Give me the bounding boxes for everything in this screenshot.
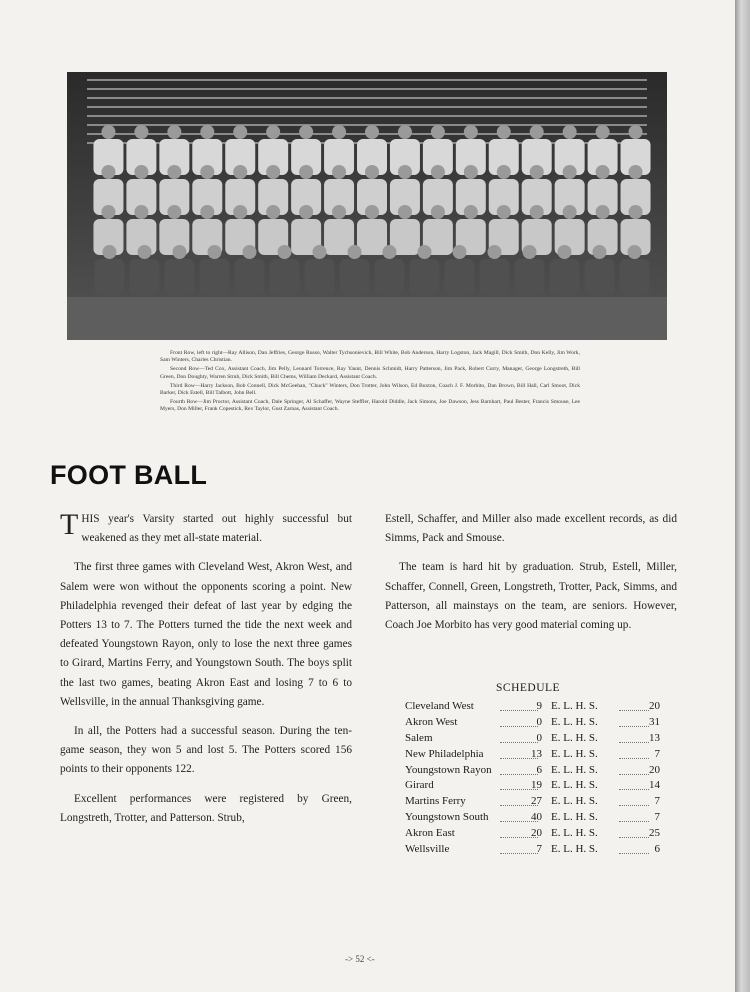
schedule-school-label: E. L. H. S. <box>551 779 598 792</box>
schedule-team: Youngstown Rayon <box>405 763 492 776</box>
schedule-row <box>405 732 660 748</box>
leader-dots <box>500 811 538 822</box>
schedule-school-label: E. L. H. S. <box>551 843 598 856</box>
leader-dots <box>619 843 649 854</box>
schedule-school-label: E. L. H. S. <box>551 763 598 776</box>
schedule-opponent-score: 0 <box>536 715 542 728</box>
article-paragraph: The team is hard hit by graduation. Strub, Estell, Miller, Schaffer, Connell, Green, Longstreth, Trotter, Pack, Simms, and Patterson, all mainstays on the team, are seniors. However, Coach Joe Morbito has very good material coming up. <box>385 561 677 632</box>
leader-dots <box>500 795 538 806</box>
schedule-school-score: 7 <box>654 811 660 824</box>
schedule-team: Wellsville <box>405 843 450 856</box>
schedule-row <box>405 827 660 843</box>
article-column-left <box>60 510 352 838</box>
leader-dots <box>619 748 649 759</box>
schedule-heading: SCHEDULE <box>496 682 561 694</box>
schedule-school-label: E. L. H. S. <box>551 811 598 824</box>
schedule-opponent-score: 13 <box>531 747 542 760</box>
schedule-school-score: 6 <box>654 843 660 856</box>
leader-dots <box>500 700 538 711</box>
leader-dots <box>619 795 649 806</box>
schedule-school-label: E. L. H. S. <box>551 700 598 712</box>
schedule-row <box>405 843 660 859</box>
schedule-opponent-score: 19 <box>531 779 542 792</box>
article-paragraph: Excellent performances were registered by Green, Longstreth, Trotter, and Patterson. Strub, <box>60 792 352 824</box>
schedule-row <box>405 779 660 795</box>
leader-dots <box>619 779 649 790</box>
schedule-team: Akron West <box>405 715 458 728</box>
leader-dots <box>500 843 538 854</box>
page-title: FOOT BALL <box>50 460 208 490</box>
article-paragraph: Estell, Schaffer, and Miller also made excellent records, as did Simms, Pack and Smouse. <box>385 513 677 545</box>
leader-dots <box>619 732 649 743</box>
article-paragraph: THIS year's Varsity started out highly successful but weakened as they met all-state material. <box>60 508 352 545</box>
article-paragraph: The first three games with Cleveland West, Akron West, and Salem were won without the opponents scoring a point. New Philadelphia revenged their defeat of last year by edging the Potters 13 to 7. The Potters turned the tide the next week and defeated Youngstown Rayon, only to lose the next three games to Girard, Martins Ferry, and Youngstown South. The boys split the last two games, beating Akron East and losing 7 to 6 to Wellsville, in the annual Thanksgiving game. <box>60 561 352 708</box>
schedule-team: Akron East <box>405 827 455 840</box>
article-paragraph: In all, the Potters had a successful season. During the ten-game season, they won 5 and lost 5. The Potters scored 156 points to their opponents 122. <box>60 725 352 776</box>
team-photo <box>67 72 667 340</box>
schedule-team: Cleveland West <box>405 700 474 712</box>
schedule-school-score: 7 <box>654 747 660 760</box>
leader-dots <box>500 748 538 759</box>
leader-dots <box>619 700 649 711</box>
schedule-row <box>405 764 660 780</box>
schedule-row <box>405 748 660 764</box>
caption-front-row: Front Row, left to right—Ray Allison, Dan Jeffries, George Russo, Walter Tychsonievich, Bill White, Bob Anderson, Harry Logston, Jack Magill, Dick Smith, Don Kelly, Jim Work, Sam Winters, Charles Christian. <box>160 350 580 364</box>
schedule-school-score: 14 <box>649 779 660 792</box>
schedule-opponent-score: 9 <box>536 700 542 712</box>
schedule-school-score: 20 <box>649 763 660 776</box>
caption-third-row: Third Row—Harry Jackson, Bob Connell, Dick McGeehan, "Chuck" Winters, Don Trotter, John Wilson, Ed Buxton, Coach J. F. Morbito, Dan Brown, Bill Hall, Carl Smoot, Dick Barker, Dick Estell, Bill Talbott, John Bell. <box>160 382 580 397</box>
schedule-team: Martins Ferry <box>405 795 466 808</box>
schedule-opponent-score: 6 <box>536 763 542 776</box>
article-column-right <box>385 510 677 645</box>
page-edge <box>735 0 750 992</box>
schedule-row <box>405 811 660 827</box>
schedule-opponent-score: 20 <box>531 827 542 840</box>
schedule-row <box>405 700 660 716</box>
schedule-school-label: E. L. H. S. <box>551 747 598 760</box>
schedule-opponent-score: 27 <box>531 795 542 808</box>
page-number: -> 52 <- <box>345 954 375 964</box>
schedule-opponent-score: 40 <box>531 811 542 824</box>
drop-cap: T <box>60 508 79 541</box>
photo-caption <box>160 350 580 415</box>
schedule-opponent-score: 0 <box>536 731 542 744</box>
leader-dots <box>619 764 649 775</box>
caption-second-row: Second Row—Ted Cox, Assistant Coach, Jim Pelly, Leonard Torrence, Ray Yaunt, Dennis Schmidt, Harry Patterson, Jim Pack, Robert Curry, Manager, George Longstreth, Bill Green, Don Doughty, Warren Strub, Dick Smith, Bill Chems, William Deckard, Assistant Coach. <box>160 366 580 380</box>
schedule-school-score: 13 <box>649 731 660 744</box>
schedule-team: New Philadelphia <box>405 747 484 760</box>
leader-dots <box>619 811 649 822</box>
schedule-school-score: 20 <box>649 700 660 712</box>
leader-dots <box>619 716 649 727</box>
schedule-school-label: E. L. H. S. <box>551 731 598 744</box>
schedule-school-score: 31 <box>649 715 660 728</box>
schedule-school-label: E. L. H. S. <box>551 795 598 808</box>
schedule-school-score: 7 <box>654 795 660 808</box>
schedule-row <box>405 795 660 811</box>
schedule-team: Youngstown South <box>405 811 489 824</box>
leader-dots <box>500 732 538 743</box>
leader-dots <box>619 827 649 838</box>
schedule-team: Salem <box>405 731 433 744</box>
schedule-team: Girard <box>405 779 434 792</box>
schedule-school-label: E. L. H. S. <box>551 715 598 728</box>
schedule-opponent-score: 7 <box>536 843 542 856</box>
leader-dots <box>500 764 538 775</box>
caption-fourth-row: Fourth Row—Jim Proctor, Assistant Coach, Dale Springer, Al Schaffer, Wayne Steffler, Harold Diddle, Jack Simons, Joe Dawson, Jess Barnhart, Paul Bester, Francis Smouse, Lee Myers, Don Miller, Frank Copestick, Rex Taylor, Gust Zarnas, Assistant Coach. <box>160 398 580 413</box>
leader-dots <box>500 779 538 790</box>
schedule-row <box>405 716 660 732</box>
leader-dots <box>500 716 538 727</box>
leader-dots <box>500 827 538 838</box>
schedule-table <box>405 700 660 859</box>
schedule-school-label: E. L. H. S. <box>551 827 598 840</box>
schedule-school-score: 25 <box>649 827 660 840</box>
